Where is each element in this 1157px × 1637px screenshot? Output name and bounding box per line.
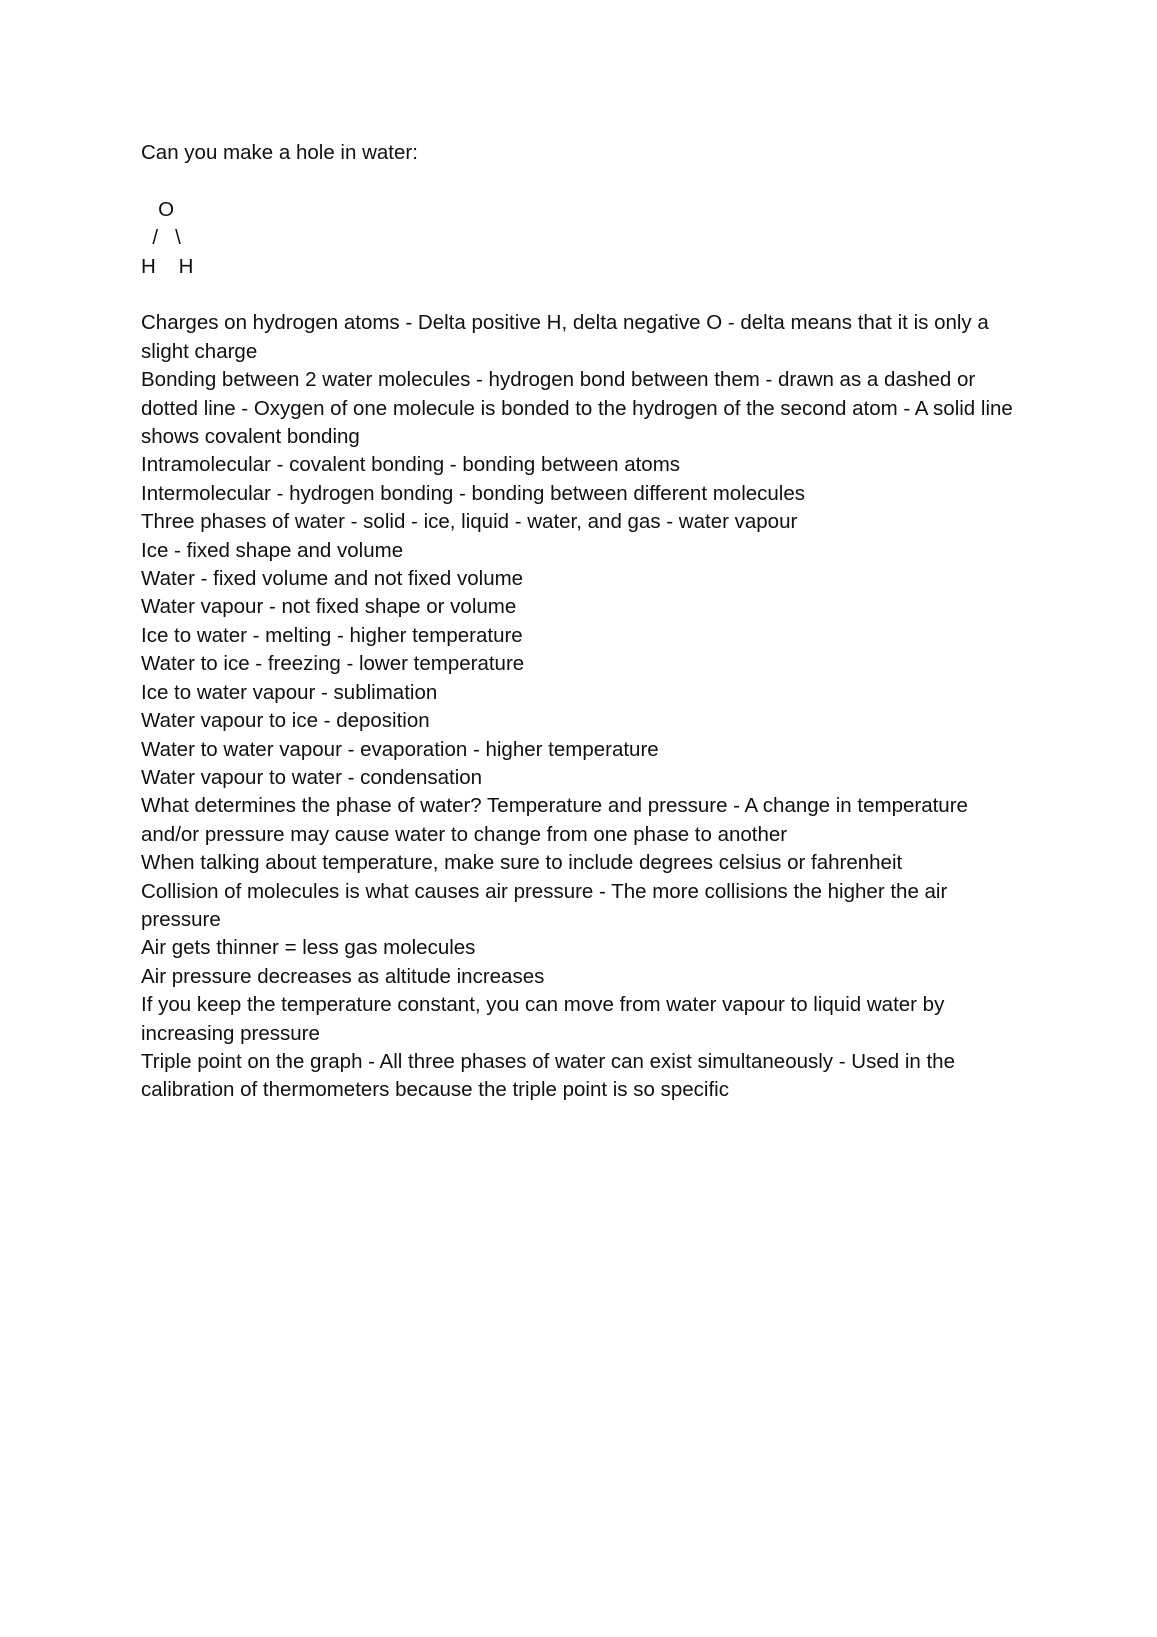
note-line: Intramolecular - covalent bonding - bonding between atoms bbox=[141, 453, 681, 477]
molecule-oxygen-line: O bbox=[141, 197, 175, 221]
note-line: Water - fixed volume and not fixed volume bbox=[141, 567, 524, 591]
note-line: Ice to water - melting - higher temperature bbox=[141, 623, 523, 647]
note-line: Water to ice - freezing - lower temperature bbox=[141, 652, 525, 676]
note-line: Water vapour - not fixed shape or volume bbox=[141, 595, 517, 619]
note-line: Charges on hydrogen atoms - Delta positive H, delta negative O - delta means that it is only a slight charge bbox=[141, 311, 989, 363]
document-body bbox=[141, 139, 1021, 1105]
note-line: Collision of molecules is what causes air pressure - The more collisions the higher the air pressure bbox=[141, 879, 948, 931]
note-line: Air pressure decreases as altitude increases bbox=[141, 964, 545, 988]
note-line: If you keep the temperature constant, you can move from water vapour to liquid water by increasing pressure bbox=[141, 993, 945, 1045]
water-molecule-diagram bbox=[141, 196, 1021, 281]
note-line: Water to water vapour - evaporation - higher temperature bbox=[141, 737, 659, 761]
note-line: Ice - fixed shape and volume bbox=[141, 538, 404, 562]
notes-list bbox=[141, 309, 1021, 1104]
spacer bbox=[141, 167, 1021, 195]
note-line: When talking about temperature, make sure to include degrees celsius or fahrenheit bbox=[141, 851, 903, 875]
note-line: Bonding between 2 water molecules - hydrogen bond between them - drawn as a dashed or dotted line - Oxygen of one molecule is bonded to the hydrogen of the second atom - A solid line shows covalent bonding bbox=[141, 368, 1013, 449]
molecule-hydrogen-line: H H bbox=[141, 254, 194, 278]
document-heading: Can you make a hole in water: bbox=[141, 141, 418, 164]
note-line: Intermolecular - hydrogen bonding - bonding between different molecules bbox=[141, 481, 806, 505]
note-line: Three phases of water - solid - ice, liquid - water, and gas - water vapour bbox=[141, 510, 798, 534]
note-line: Water vapour to water - condensation bbox=[141, 765, 483, 789]
note-line: Water vapour to ice - deposition bbox=[141, 709, 430, 733]
spacer bbox=[141, 281, 1021, 309]
note-line: Triple point on the graph - All three phases of water can exist simultaneously - Used in the calibration of thermometers because the triple point is so specific bbox=[141, 1049, 955, 1102]
note-line: Ice to water vapour - sublimation bbox=[141, 680, 438, 704]
note-line: Air gets thinner = less gas molecules bbox=[141, 936, 476, 960]
note-line: What determines the phase of water? Temperature and pressure - A change in temperature and/or pressure may cause water to change from one phase to another bbox=[141, 794, 968, 846]
molecule-bonds-line: / \ bbox=[141, 226, 181, 250]
